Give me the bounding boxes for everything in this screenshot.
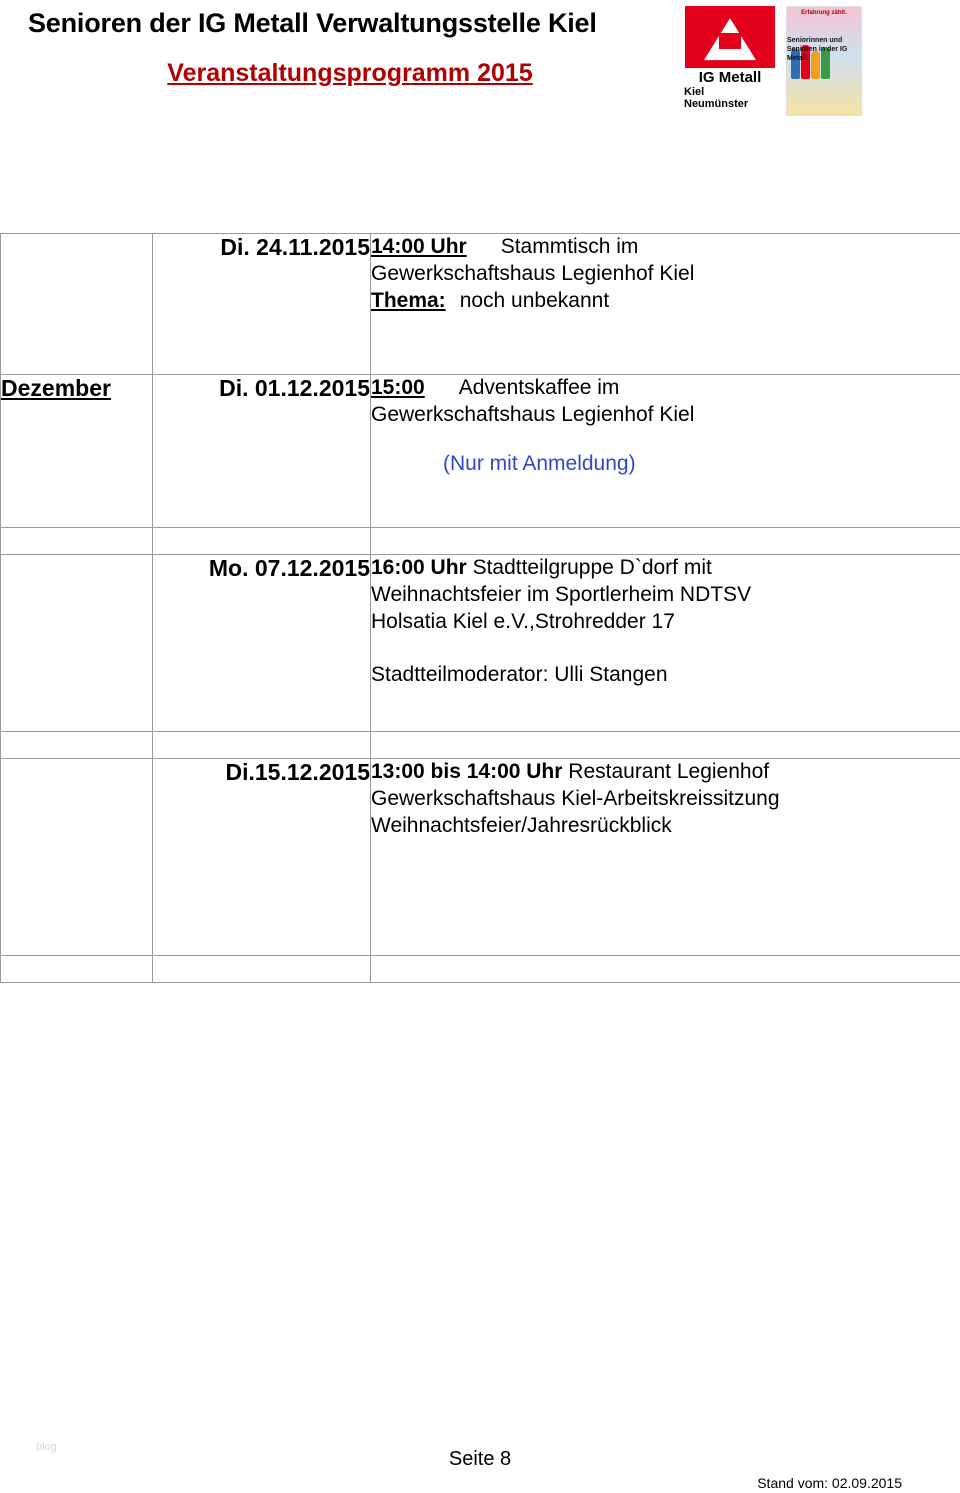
month-cell: Dezember — [1, 375, 153, 528]
detail-cell — [371, 375, 960, 528]
spacer-date — [153, 956, 371, 983]
event-time: 13:00 bis 14:00 Uhr — [371, 760, 563, 783]
spacer-month — [1, 956, 153, 983]
watermark: blog — [36, 1441, 57, 1453]
ig-metall-mark-icon — [685, 6, 775, 68]
senioren-tagline: Erfahrung zählt. — [801, 10, 847, 16]
event-title: Stadtteilgruppe D`dorf mit — [472, 556, 712, 579]
spacer-detail — [371, 732, 960, 759]
senioren-caption: Seniorinnen und Senioren in der IG Metall. — [787, 37, 848, 62]
month-cell — [1, 759, 153, 956]
ig-metall-city-kiel: Kiel — [684, 85, 705, 98]
document-footer — [0, 1403, 960, 1493]
event-topic-value: noch unbekannt — [459, 288, 610, 312]
event-title: Stammtisch im — [500, 235, 639, 258]
date-cell: Di. 01.12.2015 — [153, 375, 371, 528]
spacer-detail — [371, 528, 960, 555]
event-location: Gewerkschaftshaus Kiel-Arbeitskreissitzung — [371, 786, 780, 810]
event-title: Restaurant Legienhof — [568, 760, 770, 783]
program-table — [0, 233, 960, 983]
revision-date: Stand vom: 02.09.2015 — [757, 1475, 902, 1491]
page-title: Senioren der IG Metall Verwaltungsstelle Kiel — [28, 8, 597, 38]
senioren-logo — [786, 6, 862, 116]
page-number: Seite 8 — [448, 1448, 512, 1470]
date-cell: Di. 24.11.2015 — [153, 234, 371, 375]
table-row — [1, 234, 960, 375]
table-spacer-row — [1, 956, 960, 983]
page-subtitle: Veranstaltungsprogramm 2015 — [167, 59, 533, 87]
document-header — [0, 0, 960, 215]
ig-metall-city-neumuenster: Neumünster — [684, 98, 749, 111]
date-cell: Di.15.12.2015 — [153, 759, 371, 956]
spacer-date — [153, 528, 371, 555]
event-note: (Nur mit Anmeldung) — [443, 451, 636, 475]
month-cell — [1, 234, 153, 375]
ig-metall-name: IG Metall — [698, 69, 762, 86]
table-row — [1, 759, 960, 956]
spacer-month — [1, 732, 153, 759]
table-spacer-row — [1, 732, 960, 759]
event-location: Gewerkschaftshaus Legienhof Kiel — [371, 402, 695, 426]
event-location: Gewerkschaftshaus Legienhof Kiel — [371, 261, 695, 285]
event-time: 14:00 Uhr — [371, 235, 467, 258]
logo-block — [682, 6, 872, 121]
spacer-month — [1, 528, 153, 555]
ig-metall-logo — [682, 6, 778, 121]
detail-cell — [371, 759, 960, 956]
event-description: Weihnachtsfeier/Jahresrückblick — [371, 813, 672, 837]
event-time: 16:00 Uhr — [371, 556, 467, 579]
event-time: 15:00 — [371, 376, 425, 399]
event-topic-label: Thema: — [371, 288, 446, 312]
spacer-date — [153, 732, 371, 759]
detail-cell — [371, 555, 960, 732]
event-moderator: Stadtteilmoderator: Ulli Stangen — [371, 662, 668, 686]
event-location: Weihnachtsfeier im Sportlerheim NDTSV — [371, 582, 752, 606]
date-cell: Mo. 07.12.2015 — [153, 555, 371, 732]
table-row — [1, 555, 960, 732]
month-cell — [1, 555, 153, 732]
event-title: Adventskaffee im — [458, 376, 620, 399]
table-row — [1, 375, 960, 528]
table-spacer-row — [1, 528, 960, 555]
event-address: Holsatia Kiel e.V.,Strohredder 17 — [371, 609, 675, 633]
detail-cell — [371, 234, 960, 375]
spacer-detail — [371, 956, 960, 983]
